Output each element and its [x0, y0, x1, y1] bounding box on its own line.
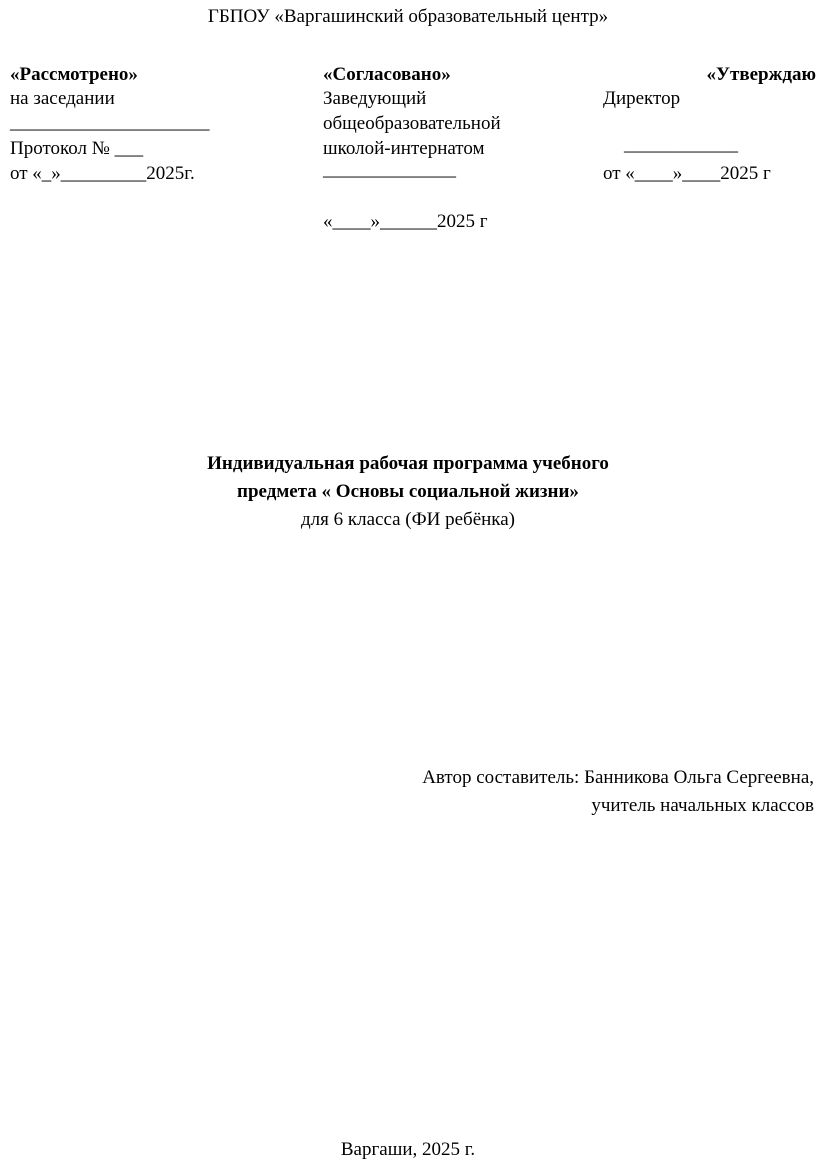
reviewed-signature-line: _____________________ [10, 112, 210, 133]
reviewed-protocol: Протокол № ___ [10, 138, 144, 159]
agreed-line-3: школой-интернатом [323, 138, 485, 159]
reviewed-line-1: на заседании [10, 88, 115, 109]
approved-date: от «____»____2025 г [603, 163, 771, 184]
organization-header: ГБПОУ «Варгашинский образовательный центр» [207, 6, 609, 27]
approved-line-1: Директор [603, 88, 681, 109]
author-position: учитель начальных классов [591, 795, 814, 816]
agreed-line-1: Заведующий [323, 88, 427, 109]
agreed-date: «____»______2025 г [323, 211, 488, 232]
agreed-signature-line: ______________ [323, 159, 456, 180]
agreed-title: «Согласовано» [323, 64, 451, 85]
reviewed-title: «Рассмотрено» [10, 64, 138, 85]
program-subtitle: для 6 класса (ФИ ребёнка) [300, 509, 516, 530]
footer-place-year: Варгаши, 2025 г. [340, 1139, 476, 1160]
program-title-line-1: Индивидуальная рабочая программа учебного [207, 453, 609, 474]
author-name: Автор составитель: Банникова Ольга Сергеевна, [422, 767, 814, 788]
reviewed-date: от «_»_________2025г. [10, 163, 195, 184]
agreed-line-2: общеобразовательной [323, 113, 501, 134]
approved-signature-line: ____________ [624, 134, 738, 155]
approved-title: «Утверждаю [706, 64, 816, 85]
program-title-line-2: предмета « Основы социальной жизни» [237, 481, 579, 502]
